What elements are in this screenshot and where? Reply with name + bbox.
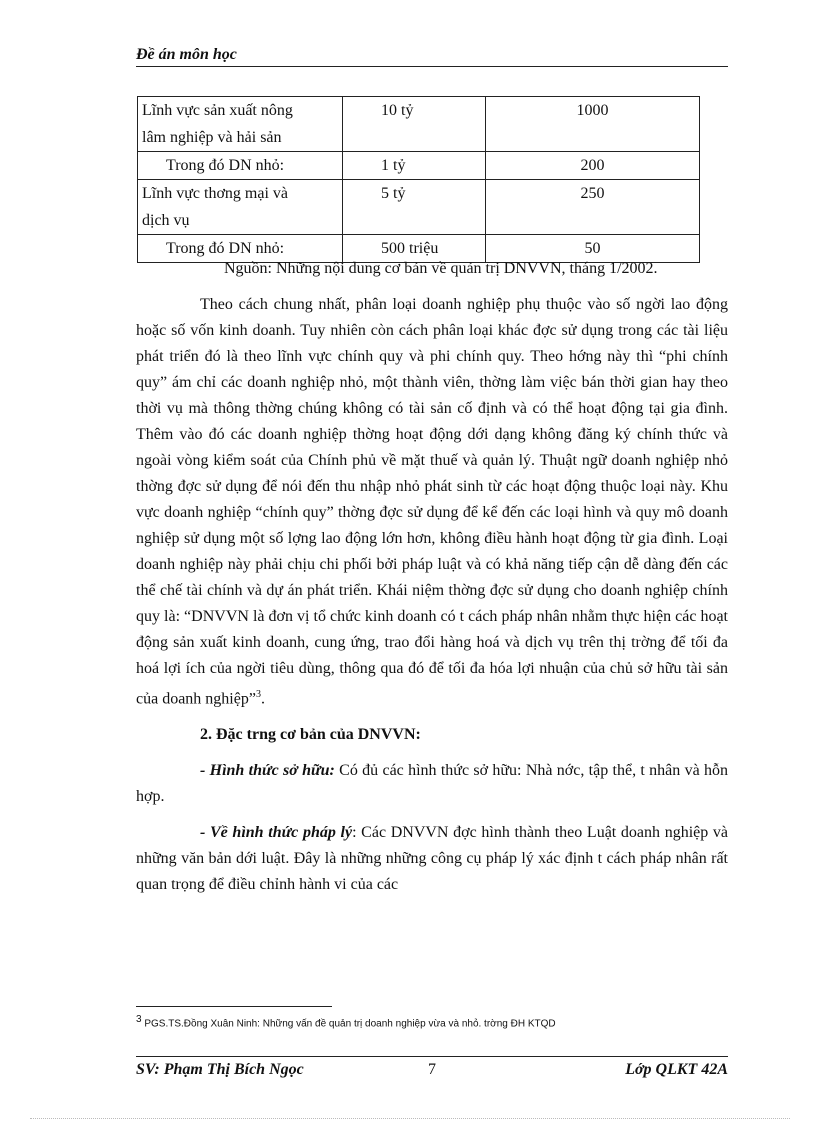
table-cell-employees: 200 [486, 152, 700, 180]
sector-line: Trong đó DN nhỏ: [166, 157, 285, 174]
table-row [138, 180, 700, 235]
page-bottom-border [30, 1118, 790, 1119]
body-text [136, 256, 728, 898]
table-cell-employees: 250 [486, 180, 700, 235]
footer-class: Lớp QLKT 42A [625, 1061, 728, 1078]
footnote [136, 1014, 556, 1029]
paragraph-text: Theo cách chung nhất, phân loại doanh nghiệp phụ thuộc vào số ngời lao động hoặc số vốn kinh doanh. Tuy nhiên còn cách phân loại khác đợc sử dụng trong các tài liệu phát triển đó là theo lĩnh vực chính quy và phi chính quy. Theo hớng này thì “phi chính quy” ám chỉ các doanh nghiệp nhỏ, một thành viên, thờng làm việc bán thời gian hay theo thời vụ mà thông thờng chúng không có tài sản cố định và có thể hoạt động tại gia đình. Thêm vào đó các doanh nghiệp thờng hoạt động dới dạng không đăng ký chính thức và ngoài vòng kiểm soát của Chính phủ về mặt thuế và quản lý. Thuật ngữ doanh nghiệp nhỏ thờng đợc sử dụng để nói đến thu nhập nhỏ phát sinh từ các hoạt động thuộc loại này. Khu vực doanh nghiệp “chính quy” thờng đợc sử dụng để kể đến các loại hình và quy mô doanh nghiệp sử dụng một số lợng lao động lớn hơn, không điều hành hoạt động từ gia đình. Loại doanh nghiệp này phải chịu chi phối bởi pháp luật và có khả năng tiếp cận dễ dàng đến các thể chế tài chính và dự án phát triển. Khái niệm thờng đợc sử dụng cho doanh nghiệp chính quy là: “DNVVN là đơn vị tổ chức kinh doanh có t cách pháp nhân nhằm thực hiện các hoạt động sản xuất kinh doanh, cung ứng, trao đổi hàng hoá và dịch vụ trên thị trờng để tối đa hoá lợi ích của ngời tiêu dùng, thông qua đó để tối đa hóa lợi nhuận của chủ sở hữu tài sản của doanh nghiệp” [136, 296, 728, 708]
table-cell-sector [138, 152, 343, 180]
table-cell-capital: 500 triệu [343, 235, 486, 263]
paragraph-classification: Theo cách chung nhất, phân loại doanh nghiệp phụ thuộc vào số ngời lao động hoặc số vốn kinh doanh. Tuy nhiên còn cách phân loại khác đợc sử dụng trong các tài liệu phát triển đó là theo lĩnh vực chính quy và phi chính quy. Theo hớng này thì “phi chính quy” ám chỉ các doanh nghiệp nhỏ, một thành viên, thờng làm việc bán thời gian hay theo thời vụ mà thông thờng chúng không có tài sản cố định và có thể hoạt động tại gia đình. Thêm vào đó các doanh nghiệp thờng hoạt động dới dạng không đăng ký chính thức và ngoài vòng kiểm soát của Chính phủ về mặt thuế và quản lý. Thuật ngữ doanh nghiệp nhỏ thờng đợc sử dụng để nói đến thu nhập nhỏ phát sinh từ các hoạt động thuộc loại này. Khu vực doanh nghiệp “chính quy” thờng đợc sử dụng để kể đến các loại hình và quy mô doanh nghiệp sử dụng một số lợng lao động lớn hơn, không điều hành hoạt động từ gia đình. Loại doanh nghiệp này phải chịu chi phối bởi pháp luật và có khả năng tiếp cận dễ dàng đến các thể chế tài chính và dự án phát triển. Khái niệm thờng đợc sử dụng cho doanh nghiệp chính quy là: “DNVVN là đơn vị tổ chức kinh doanh có t cách pháp nhân nhằm thực hiện các hoạt động sản xuất kinh doanh, cung ứng, trao đổi hàng hoá và dịch vụ trên thị trờng để tối đa hoá lợi ích của ngời tiêu dùng, thông qua đó để tối đa hóa lợi nhuận của chủ sở hữu tài sản của doanh nghiệp”$^3$. [136, 296, 728, 708]
table-cell-employees: 50 [486, 235, 700, 263]
table-cell-capital: 1 tỷ [343, 152, 486, 180]
table-cell-capital: 5 tỷ [343, 180, 486, 235]
page-number: 7 [428, 1061, 436, 1078]
item-legal-label: - Về hình thức pháp lý [200, 824, 353, 842]
footnote-rule [136, 1006, 332, 1007]
footer-author: SV: Phạm Thị Bích Ngọc [136, 1061, 304, 1078]
footer-rule [136, 1056, 728, 1057]
table-row [138, 152, 700, 180]
footnote-mark: 3 [136, 1014, 142, 1025]
item-ownership-text: Có đủ các hình thức sở hữu: Nhà nớc, tập thể, t nhân và hỗn hợp. [136, 762, 728, 806]
data-table [137, 96, 700, 263]
item-ownership [136, 758, 728, 810]
table-cell-sector [138, 180, 343, 235]
sector-line: lâm nghiệp và hải sản [142, 129, 282, 146]
section-heading: 2. Đặc trng cơ bản của DNVVN: [200, 726, 421, 744]
item-ownership-label: - Hình thức sở hữu: [200, 762, 335, 780]
footnote-text: PGS.TS.Đồng Xuân Ninh: Những vấn đề quản trị doanh nghiệp vừa và nhỏ. trờng ĐH KTQD [144, 1018, 556, 1030]
table-cell-sector [138, 97, 343, 152]
table-cell-employees: 1000 [486, 97, 700, 152]
table-cell-capital: 10 tỷ [343, 97, 486, 152]
page-footer [136, 1061, 728, 1083]
sector-line: Lĩnh vực sản xuất nông [142, 102, 293, 119]
table-row [138, 97, 700, 152]
sector-line: dịch vụ [142, 212, 190, 229]
sector-line: Trong đó DN nhỏ: [166, 240, 285, 257]
footnote-ref: 3 [255, 689, 261, 700]
sector-line: Lĩnh vực thơng mại và [142, 185, 288, 202]
page-header: Đề án môn học [136, 46, 728, 67]
item-legal-form [136, 820, 728, 898]
item-legal-text: : Các DNVVN đợc hình thành theo Luật doanh nghiệp và những văn bản dới luật. Đây là những những công cụ pháp lý xác định t cách pháp nhân rất quan trọng để điều chỉnh hành vi của các [136, 824, 729, 894]
source-note: Nguồn: Những nội dung cơ bản về quản trị DNVVN, tháng 1/2002. [224, 260, 658, 277]
